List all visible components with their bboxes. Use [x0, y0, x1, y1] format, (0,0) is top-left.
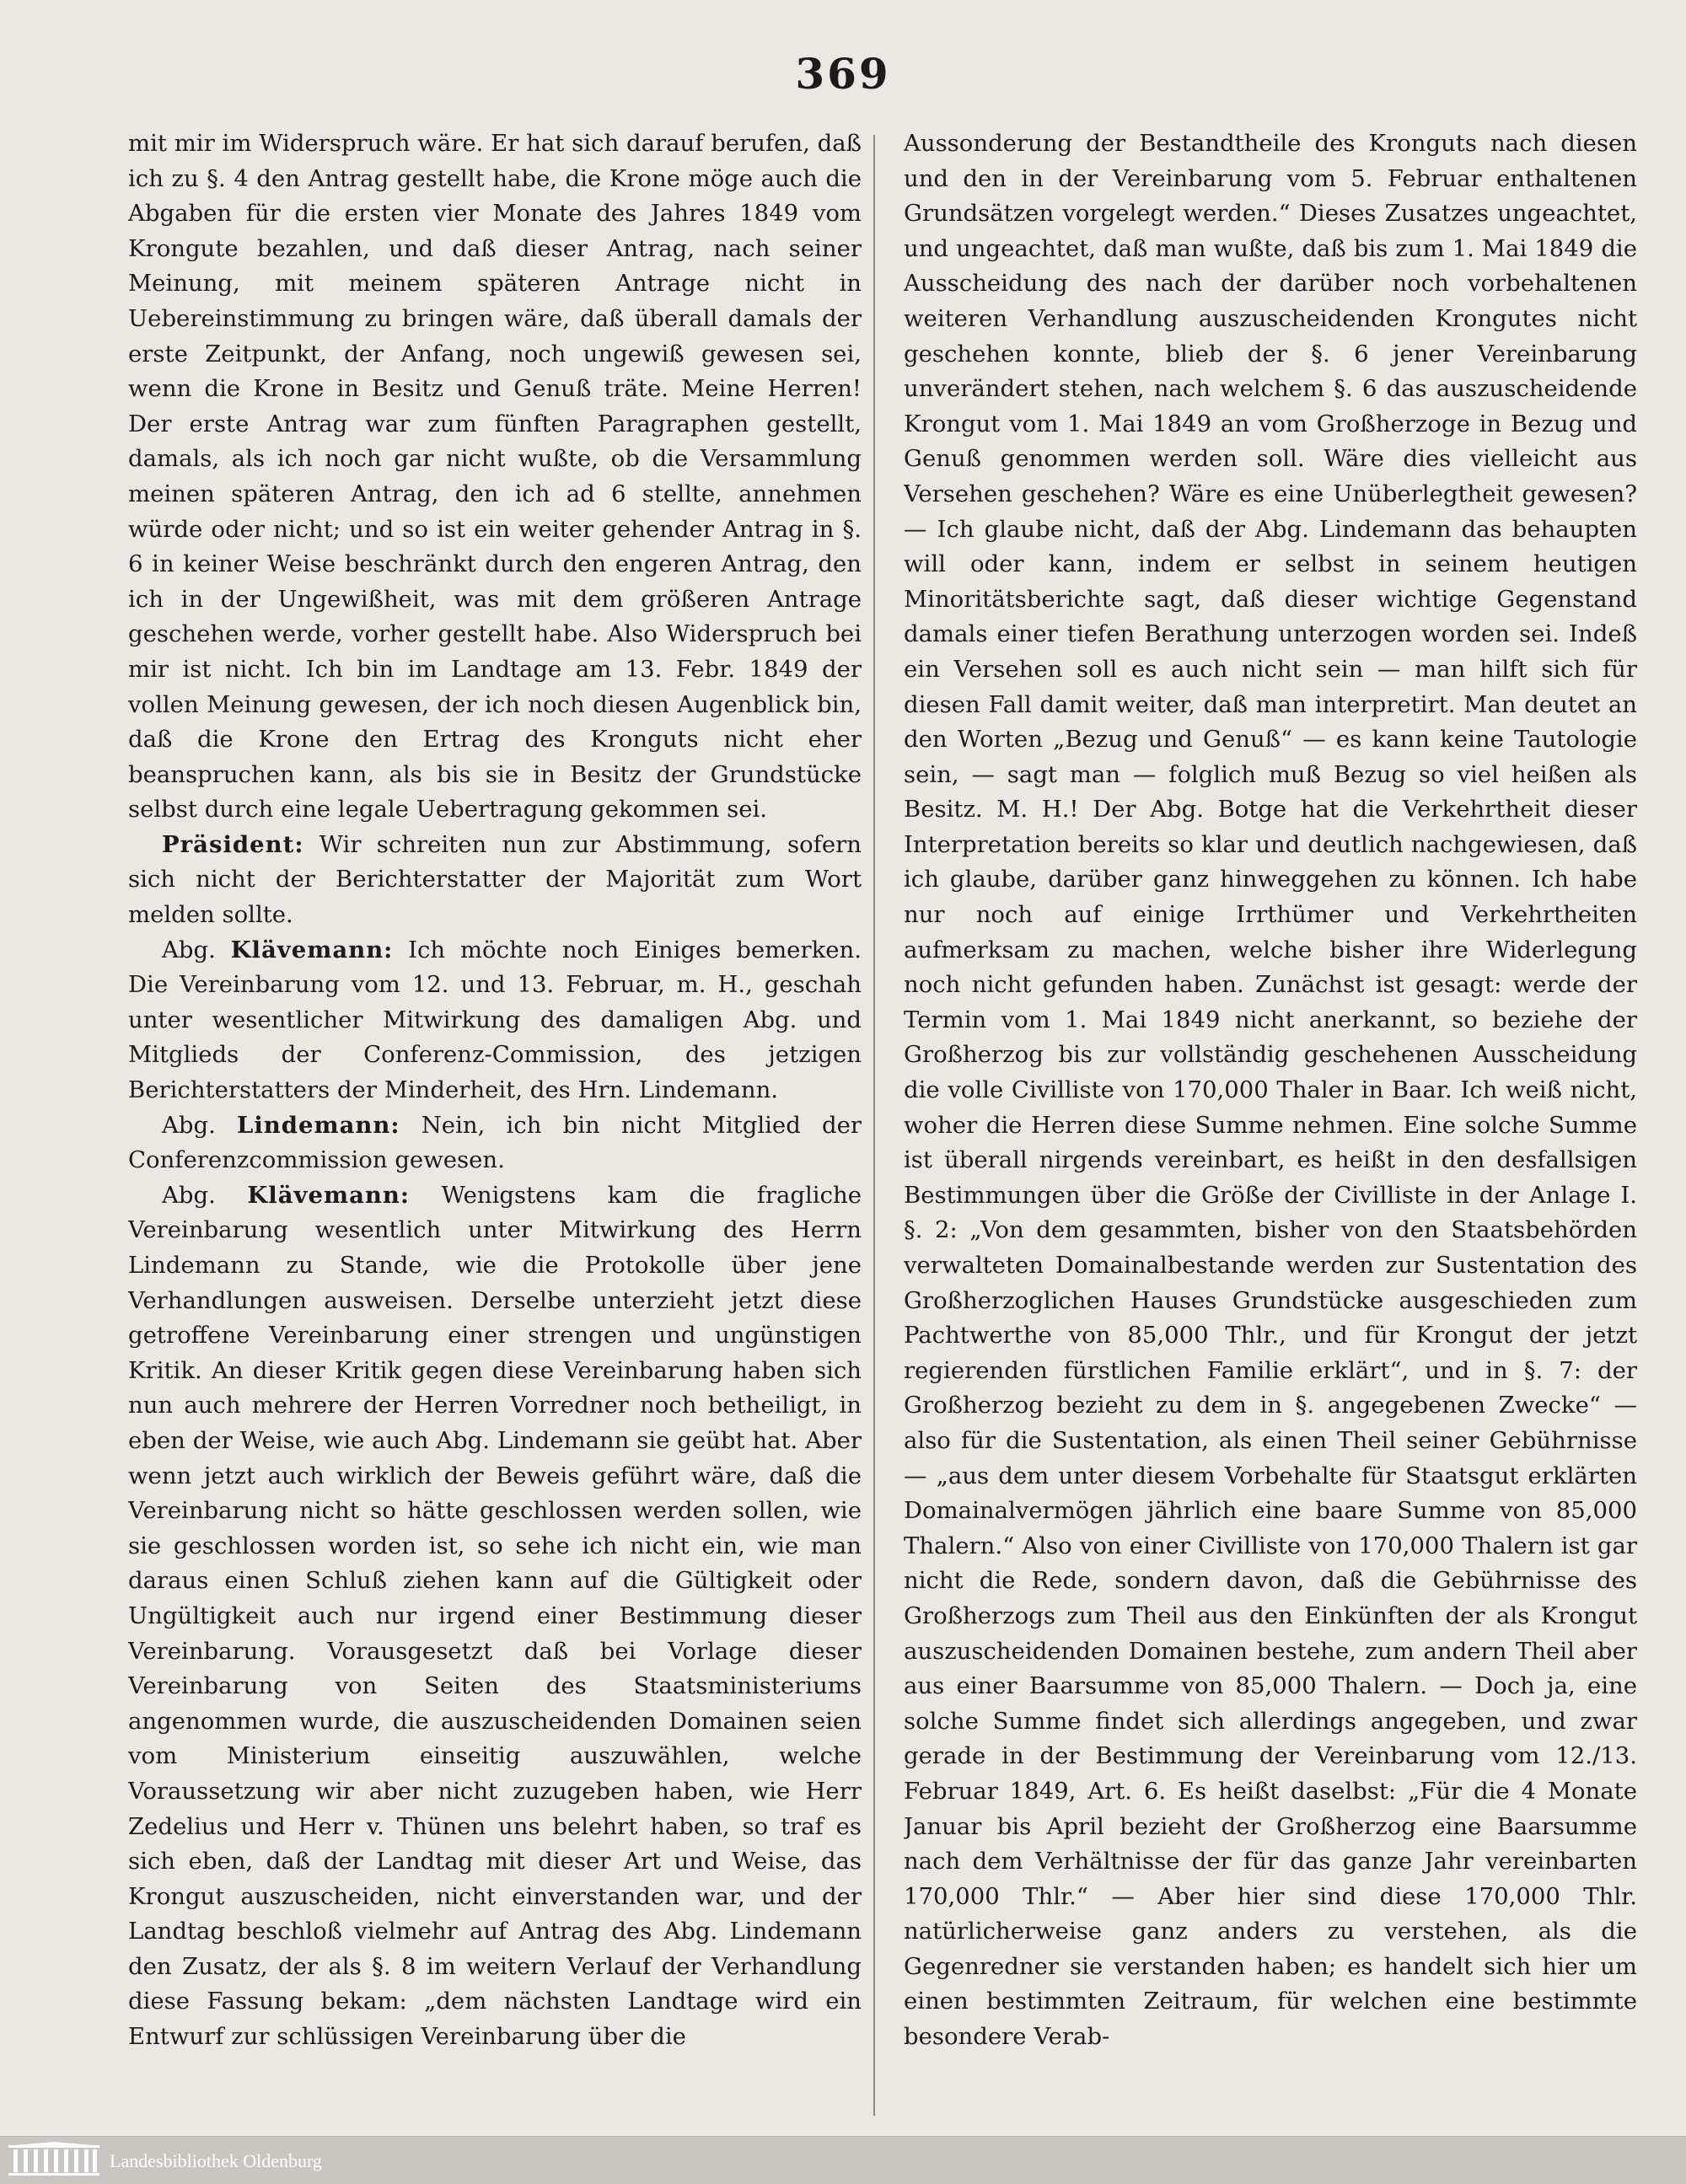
speech-text: Wir schreiten nun zur Abstimmung, sofern sich nicht der Berichterstatter der Majorität zum Wort melden sollte. [128, 830, 862, 929]
footer-institution-label: Landesbibliothek Oldenburg [110, 2150, 322, 2171]
library-building-icon [7, 2142, 101, 2177]
paragraph-president [128, 828, 862, 933]
speaker-name: Lindemann: [237, 1111, 400, 1139]
speech-text: Ich möchte noch Einiges bemerken. Die Vereinbarung vom 12. und 13. Februar, m. H., geschah unter wesentlicher Mitwirkung des damaligen Abg. und Mitglieds der Conferenz-Commission, des jetzigen Berichterstatters der Minderheit, des Hrn. Lindemann. [128, 936, 862, 1104]
right-text-column [904, 126, 1637, 2116]
column-divider [873, 135, 875, 2116]
speaker-prefix: Abg. [162, 1181, 248, 1209]
paragraph-klaevemann-1 [128, 933, 862, 1108]
speaker-name: Klävemann: [247, 1181, 411, 1209]
paragraph-klaevemann-2 [128, 1178, 862, 2055]
speech-text: Nein, ich bin nicht Mitglied der Conferenzcommission gewesen. [128, 1111, 862, 1174]
speaker-prefix: Abg. [162, 1111, 237, 1139]
footer-bar [0, 2136, 1686, 2184]
left-text-column [128, 126, 862, 2116]
page-number: 369 [795, 49, 891, 99]
paragraph-continuation: mit mir im Widerspruch wäre. Er hat sich darauf berufen, daß ich zu §. 4 den Antrag gestellt habe, die Krone möge auch die Abgaben für die ersten vier Monate des Jahres 1849 vom Krongute bezahlen, und daß dieser Antrag, nach seiner Meinung, mit meinem späteren Antrage nicht in Uebereinstimmung zu bringen wäre, daß überall damals der erste Zeitpunkt, der Anfang, noch ungewiß gewesen sei, wenn die Krone in Besitz und Genuß träte. Meine Herren! Der erste Antrag war zum fünften Paragraphen gestellt, damals, als ich noch gar nicht wußte, ob die Versammlung meinen späteren Antrag, den ich ad 6 stellte, annehmen würde oder nicht; und so ist ein weiter gehender Antrag in §. 6 in keiner Weise beschränkt durch den engeren Antrag, den ich in der Ungewißheit, was mit dem größeren Antrage geschehen werde, vorher gestellt habe. Also Widerspruch bei mir ist nicht. Ich bin im Landtage am 13. Febr. 1849 der vollen Meinung gewesen, der ich noch diesen Augenblick bin, daß die Krone den Ertrag des Kronguts nicht eher beanspruchen kann, als bis sie in Besitz der Grundstücke selbst durch eine legale Uebertragung gekommen sei. [128, 130, 862, 824]
speech-text: Wenigstens kam die fragliche Vereinbarung wesentlich unter Mitwirkung des Herrn Lindemann zu Stande, wie die Protokolle über jene Verhandlungen ausweisen. Derselbe unterzieht jetzt diese getroffene Vereinbarung einer strengen und ungünstigen Kritik. An dieser Kritik gegen diese Vereinbarung haben sich nun auch mehrere der Herren Vorredner noch betheiligt, in eben der Weise, wie auch Abg. Lindemann sie geübt hat. Aber wenn jetzt auch wirklich der Beweis geführt wäre, daß die Vereinbarung nicht so hätte geschlossen werden sollen, wie sie geschlossen worden ist, so sehe ich nicht ein, wie man daraus einen Schluß ziehen kann auf die Gültigkeit oder Ungültigkeit auch nur irgend einer Bestimmung dieser Vereinbarung. Vorausgesetzt daß bei Vorlage dieser Vereinbarung von Seiten des Staatsministeriums angenommen wurde, die auszuscheidenden Domainen seien vom Ministerium einseitig auszuwählen, welche Voraussetzung wir aber nicht zuzugeben haben, wie Herr Zedelius und Herr v. Thünen uns belehrt haben, so traf es sich eben, daß der Landtag mit dieser Art und Weise, das Krongut auszuscheiden, nicht einverstanden war, und der Landtag beschloß vielmehr auf Antrag des Abg. Lindemann den Zusatz, der als §. 8 im weitern Verlauf der Verhandlung diese Fassung bekam: „dem nächsten Landtage wird ein Entwurf zur schlüssigen Vereinbarung über die [128, 1181, 862, 2051]
speaker-prefix: Abg. [162, 936, 231, 963]
paragraph-lindemann [128, 1108, 862, 1178]
speaker-name: Präsident: [162, 830, 304, 858]
paragraph-continuation: Aussonderung der Bestandtheile des Kronguts nach diesen und den in der Vereinbarung vom 5. Februar enthaltenen Grundsätzen vorgelegt werden.“ Dieses Zusatzes ungeachtet, und ungeachtet, daß man wußte, daß bis zum 1. Mai 1849 die Ausscheidung des nach der darüber noch vorbehaltenen weiteren Verhandlung auszuscheidenden Krongutes nicht geschehen konnte, blieb der §. 6 jener Vereinbarung unverändert stehen, nach welchem §. 6 das auszuscheidende Krongut vom 1. Mai 1849 an vom Großherzoge in Bezug und Genuß genommen werden soll. Wäre dies vielleicht aus Versehen geschehen? Wäre es eine Unüberlegtheit gewesen? — Ich glaube nicht, daß der Abg. Lindemann das behaupten will oder kann, indem er selbst in seinem heutigen Minoritätsberichte sagt, daß dieser wichtige Gegenstand damals einer tiefen Berathung unterzogen worden sei. Indeß ein Versehen soll es auch nicht sein — man hilft sich für diesen Fall damit weiter, daß man interpretirt. Man deutet an den Worten „Bezug und Genuß“ — es kann keine Tautologie sein, — sagt man — folglich muß Bezug so viel heißen als Besitz. M. H.! Der Abg. Botge hat die Verkehrtheit dieser Interpretation bereits so klar und deutlich nachgewiesen, daß ich glaube, darüber ganz hinweggehen zu können. Ich habe nur noch auf einige Irrthümer und Verkehrtheiten aufmerksam zu machen, welche bisher ihre Widerlegung noch nicht gefunden haben. Zunächst ist gesagt: werde der Termin vom 1. Mai 1849 nicht anerkannt, so beziehe der Großherzog bis zur vollständig geschehenen Ausscheidung die volle Civilliste von 170,000 Thaler in Baar. Ich weiß nicht, woher die Herren diese Summe nehmen. Eine solche Summe ist überall nirgends vereinbart, es heißt in den desfallsigen Bestimmungen über die Größe der Civilliste in der Anlage I. §. 2: „Von dem gesammten, bisher von den Staatsbehörden verwalteten Domainalbestande werden zur Sustentation des Großherzoglichen Hauses Grundstücke ausgeschieden zum Pachtwerthe von 85,000 Thlr., und für Krongut der jetzt regierenden fürstlichen Familie erklärt“, und in §. 7: der Großherzog bezieht zu dem in §. angegebenen Zwecke“ — also für die Sustentation, als einen Theil seiner Gebührnisse — „aus dem unter diesem Vorbehalte für Staatsgut erklärten Domainalvermögen jährlich eine baare Summe von 85,000 Thalern.“ Also von einer Civilliste von 170,000 Thalern ist gar nicht die Rede, sondern davon, daß die Gebührnisse des Großherzogs zum Theil aus den Einkünften der als Krongut auszuscheidenden Domainen bestehe, zum andern Theil aber aus einer Baarsumme von 85,000 Thalern. — Doch ja, eine solche Summe findet sich allerdings angegeben, und zwar gerade in der Bestimmung der Vereinbarung vom 12./13. Februar 1849, Art. 6. Es heißt daselbst: „Für die 4 Monate Januar bis April bezieht der Großherzog eine Baarsumme nach dem Verhältnisse der für das ganze Jahr vereinbarten 170,000 Thlr.“ — Aber hier sind diese 170,000 Thlr. natürlicherweise ganz anders zu verstehen, als die Gegenredner sie verstanden haben; es handelt sich hier um einen bestimmten Zeitraum, für welchen eine bestimmte besondere Verab- [904, 130, 1637, 2051]
speaker-name: Klävemann: [230, 936, 394, 963]
